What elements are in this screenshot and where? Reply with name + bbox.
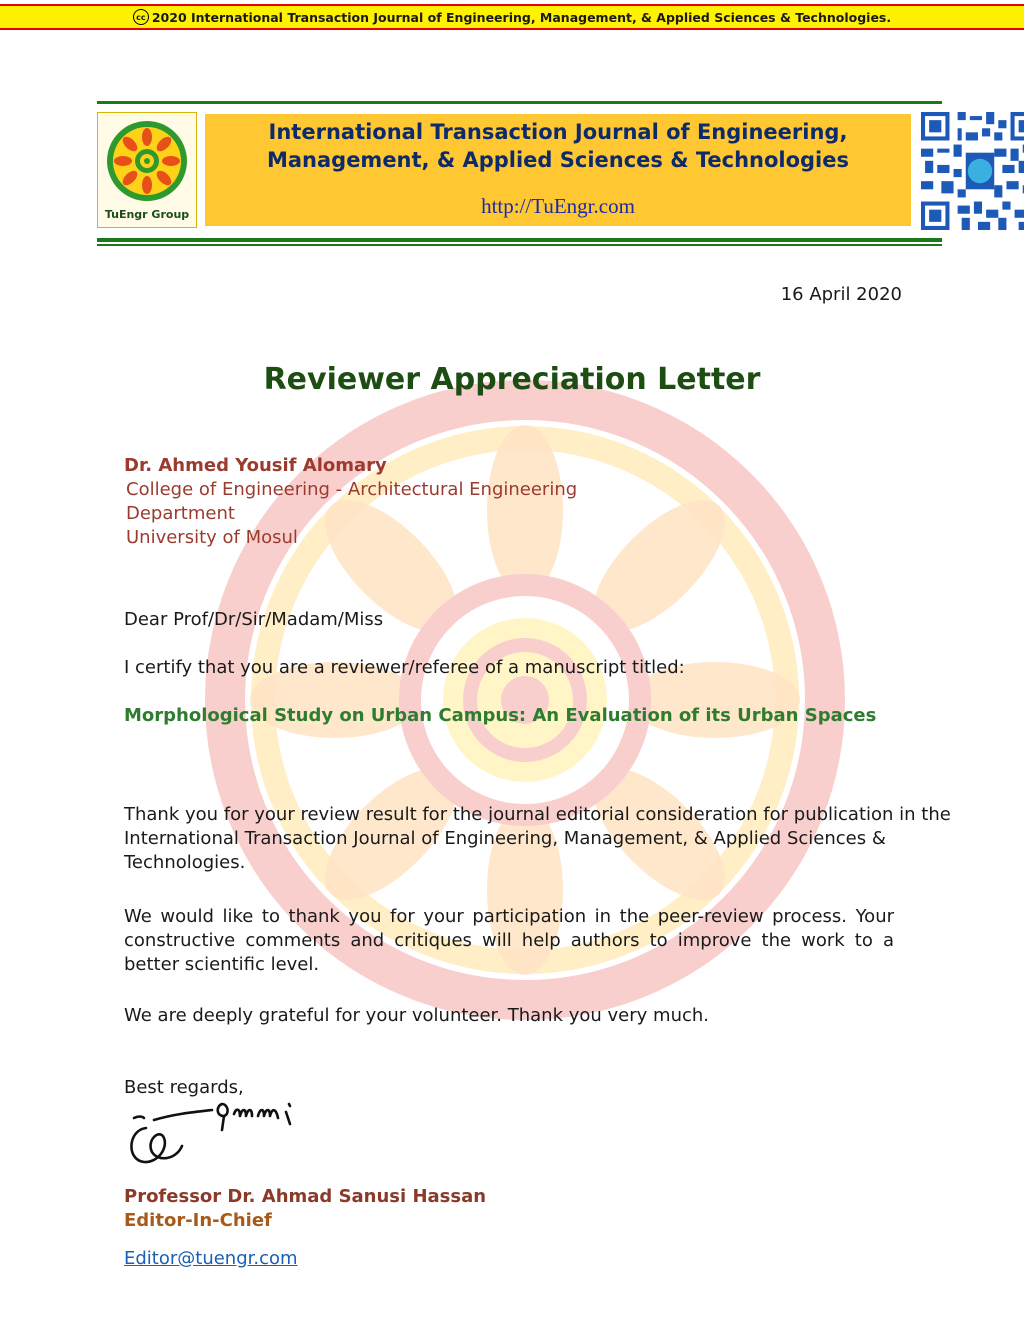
- letter-date: 16 April 2020: [780, 284, 902, 305]
- salutation: Dear Prof/Dr/Sir/Madam/Miss: [124, 609, 384, 630]
- header-bottom-rule-thin: [97, 244, 942, 246]
- thank-you-paragraph: Thank you for your review result for the journal editorial consideration for publication in the International Transaction Journal of Engineering, Management, & Applied Sciences & Technologies.: [124, 804, 951, 873]
- gratitude-paragraph: We are deeply grateful for your volunteer. Thank you very much.: [124, 1005, 709, 1026]
- copyright-banner: [0, 4, 1024, 30]
- qr-code-icon: [921, 112, 1024, 230]
- journal-title-line2: Management, & Applied Sciences & Technologies: [266, 148, 850, 172]
- addressee-block: [124, 454, 577, 550]
- manuscript-title: Morphological Study on Urban Campus: An Evaluation of its Urban Spaces: [124, 705, 877, 726]
- journal-header: [97, 110, 942, 234]
- signatory-name: Professor Dr. Ahmad Sanusi Hassan: [124, 1186, 487, 1207]
- addressee-line2: Department: [126, 503, 235, 524]
- letter-title: Reviewer Appreciation Letter: [263, 362, 761, 397]
- peer-review-paragraph: We would like to thank you for your participation in the peer-review process. Your constructive comments and critiques will help authors to improve the work to a better scientific level.: [124, 906, 894, 975]
- logo-caption: TuEngr Group: [104, 208, 190, 221]
- handwritten-signature-icon: [124, 1100, 324, 1172]
- certify-statement: I certify that you are a reviewer/referee of a manuscript titled:: [124, 657, 685, 678]
- addressee-line3: University of Mosul: [126, 527, 298, 548]
- journal-title: [205, 118, 911, 174]
- closing: Best regards,: [124, 1077, 244, 1098]
- addressee-line1: College of Engineering - Architectural Engineering: [126, 479, 578, 500]
- tuengr-logo: [97, 112, 197, 228]
- header-bottom-rule: [97, 238, 942, 242]
- creative-commons-icon: cc: [133, 9, 149, 25]
- copyright-text: 2020 International Transaction Journal of Engineering, Management, & Applied Sciences & Technologies.: [151, 9, 892, 25]
- signatory-role: Editor-In-Chief: [124, 1210, 272, 1231]
- addressee-name: Dr. Ahmed Yousif Alomary: [124, 455, 387, 476]
- dharma-wheel-logo-icon: [98, 113, 196, 209]
- journal-title-box: [205, 114, 911, 226]
- journal-title-line1: International Transaction Journal of Engineering,: [268, 120, 848, 144]
- editor-email-link[interactable]: Editor@tuengr.com: [124, 1248, 298, 1269]
- header-top-rule: [97, 101, 942, 104]
- journal-url[interactable]: http://TuEngr.com: [481, 194, 635, 218]
